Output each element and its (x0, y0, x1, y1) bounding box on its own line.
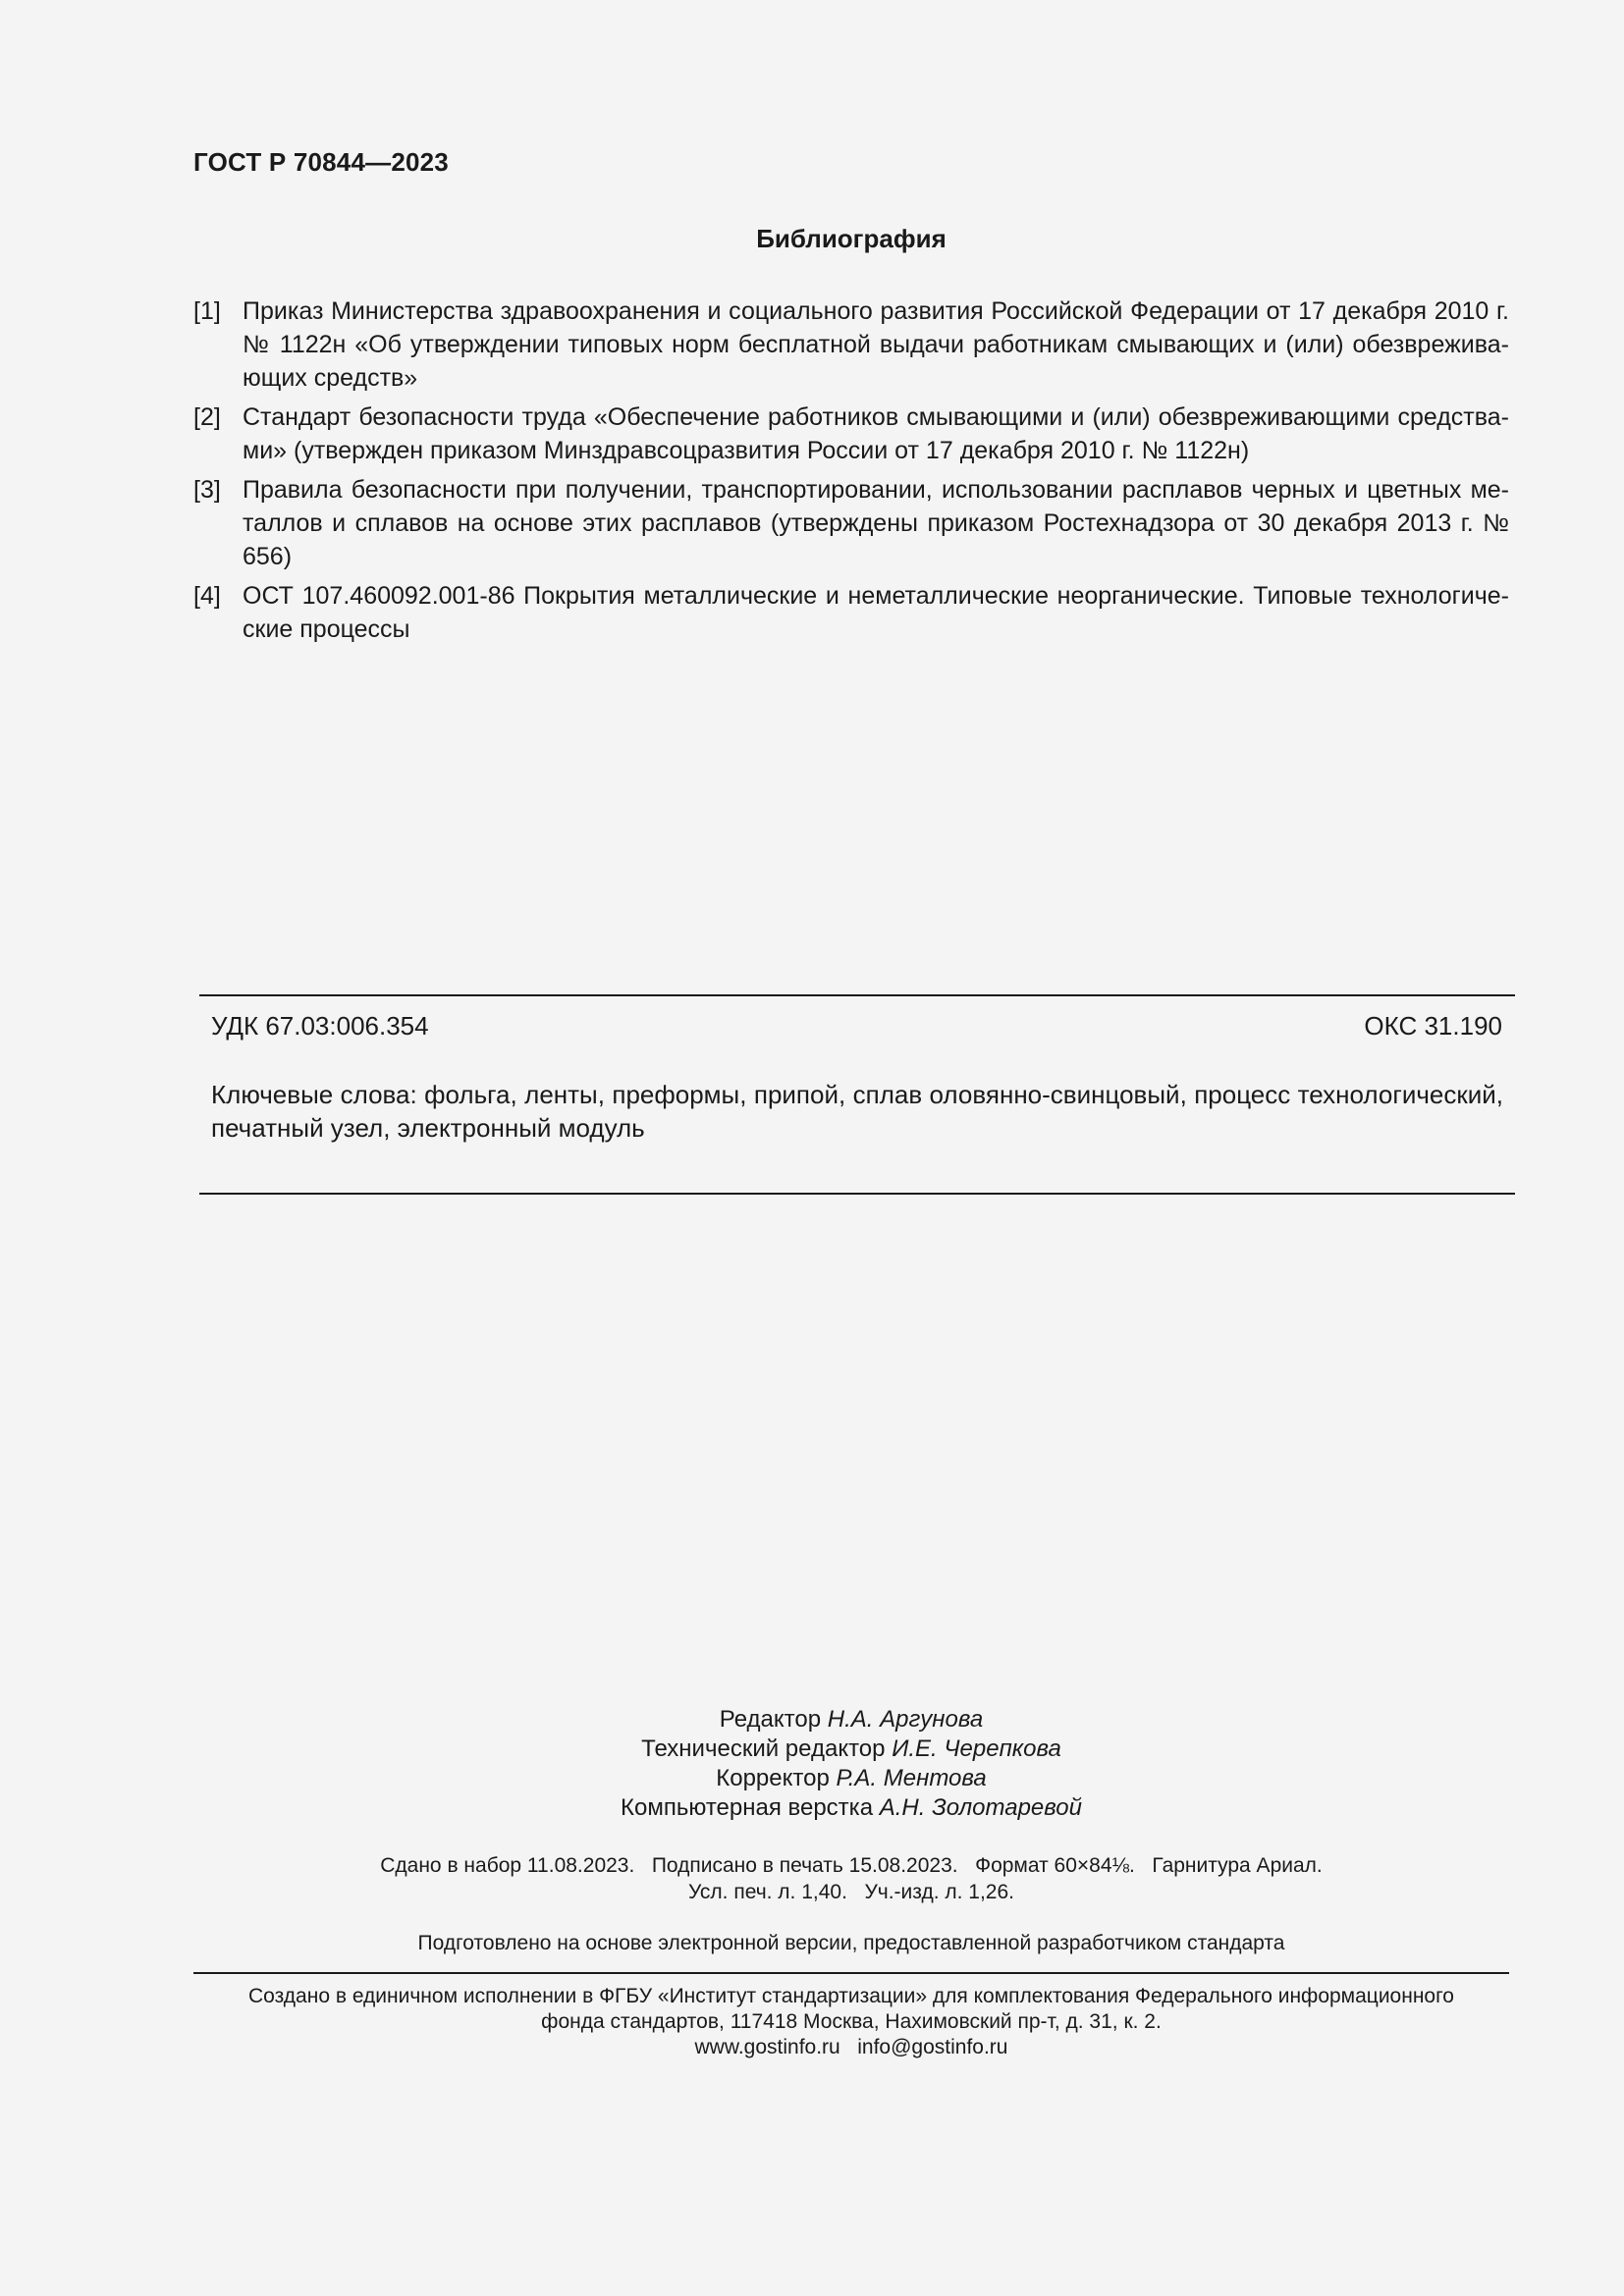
bibliography-item-number: [1] (193, 297, 221, 325)
footer-divider (193, 1972, 1509, 1974)
credit-tech-editor-label: Технический редактор (641, 1735, 886, 1762)
print-info (193, 1852, 1509, 1905)
email-link[interactable]: info@gostinfo.ru (857, 2036, 1008, 2058)
credit-layout (193, 1793, 1509, 1823)
credit-corrector-label: Корректор (716, 1765, 830, 1791)
bibliography-item-text: Стандарт безопасности труда «Обеспечение работников смывающими и (или) обезвреживающими средствами» (утвержден приказом Минздравсоцразвития России от 17 декабря 2010 г. № 1122н) (243, 403, 1509, 464)
publisher-info (193, 1984, 1509, 2060)
bibliography-item (193, 473, 1509, 573)
credits-block (193, 1705, 1509, 1823)
keywords: Ключевые слова: фольга, ленты, преформы, припой, сплав оловянно-свинцовый, процесс технологический, печатный узел, электронный модуль (211, 1080, 1503, 1143)
print-info-line: Усл. печ. л. 1,40. Уч.-изд. л. 1,26. (687, 1881, 1014, 1903)
credit-tech-editor-name: И.Е. Черепкова (892, 1735, 1061, 1762)
classification-bottom-divider (199, 1193, 1515, 1195)
credit-editor-label: Редактор (719, 1706, 822, 1733)
classification-top-divider (199, 994, 1515, 996)
credit-layout-label: Компьютерная верстка (621, 1794, 874, 1821)
print-info-line: Сдано в набор 11.08.2023. Подписано в печать 15.08.2023. Формат 60×84⅛. Гарнитура Ариал. (380, 1854, 1323, 1877)
bibliography-item-text: ОСТ 107.460092.001-86 Покрытия металлические и неметаллические неорганические. Типовые технологические процессы (243, 582, 1509, 643)
credit-tech-editor (193, 1735, 1509, 1764)
udk-code: УДК 67.03:006.354 (211, 1011, 429, 1041)
bibliography-item-number: [2] (193, 403, 221, 431)
bibliography-item (193, 579, 1509, 646)
bibliography-item (193, 400, 1509, 467)
credit-editor (193, 1705, 1509, 1735)
credit-layout-name: А.Н. Золотаревой (879, 1794, 1082, 1821)
publisher-contacts (193, 2035, 1509, 2060)
bibliography-item-number: [3] (193, 476, 221, 504)
publisher-info-line: Создано в единичном исполнении в ФГБУ «Институт стандартизации» для комплектования Федерального информационного (248, 1985, 1454, 2007)
prepared-note: Подготовлено на основе электронной версии, предоставленной разработчиком стандарта (417, 1932, 1285, 1954)
bibliography-title: Библиография (756, 224, 947, 253)
publisher-info-line: фонда стандартов, 117418 Москва, Нахимовский пр-т, д. 31, к. 2. (541, 2010, 1162, 2033)
bibliography-item-text: Правила безопасности при получении, транспортировании, использовании расплавов черных и цветных металлов и сплавов на основе этих расплавов (утверждены приказом Ростехнадзора от 30 декабря 2013 г. № 656) (243, 476, 1509, 570)
website-link[interactable]: www.gostinfo.ru (694, 2036, 840, 2058)
credit-corrector (193, 1764, 1509, 1793)
bibliography-item-number: [4] (193, 582, 221, 610)
bibliography-item (193, 294, 1509, 395)
bibliography-item-text: Приказ Министерства здравоохранения и социального развития Российской Федерации от 17 декабря 2010 г. № 1122н «Об утверждении типовых норм бесплатной выдачи работникам смывающих и (или) обезвреживающих средств» (243, 297, 1509, 392)
credit-editor-name: Н.А. Аргунова (827, 1706, 984, 1733)
oks-code: ОКС 31.190 (1364, 1011, 1502, 1041)
credit-corrector-name: Р.А. Ментова (836, 1765, 987, 1791)
document-code: ГОСТ Р 70844—2023 (193, 147, 449, 177)
bibliography-list (193, 294, 1509, 652)
